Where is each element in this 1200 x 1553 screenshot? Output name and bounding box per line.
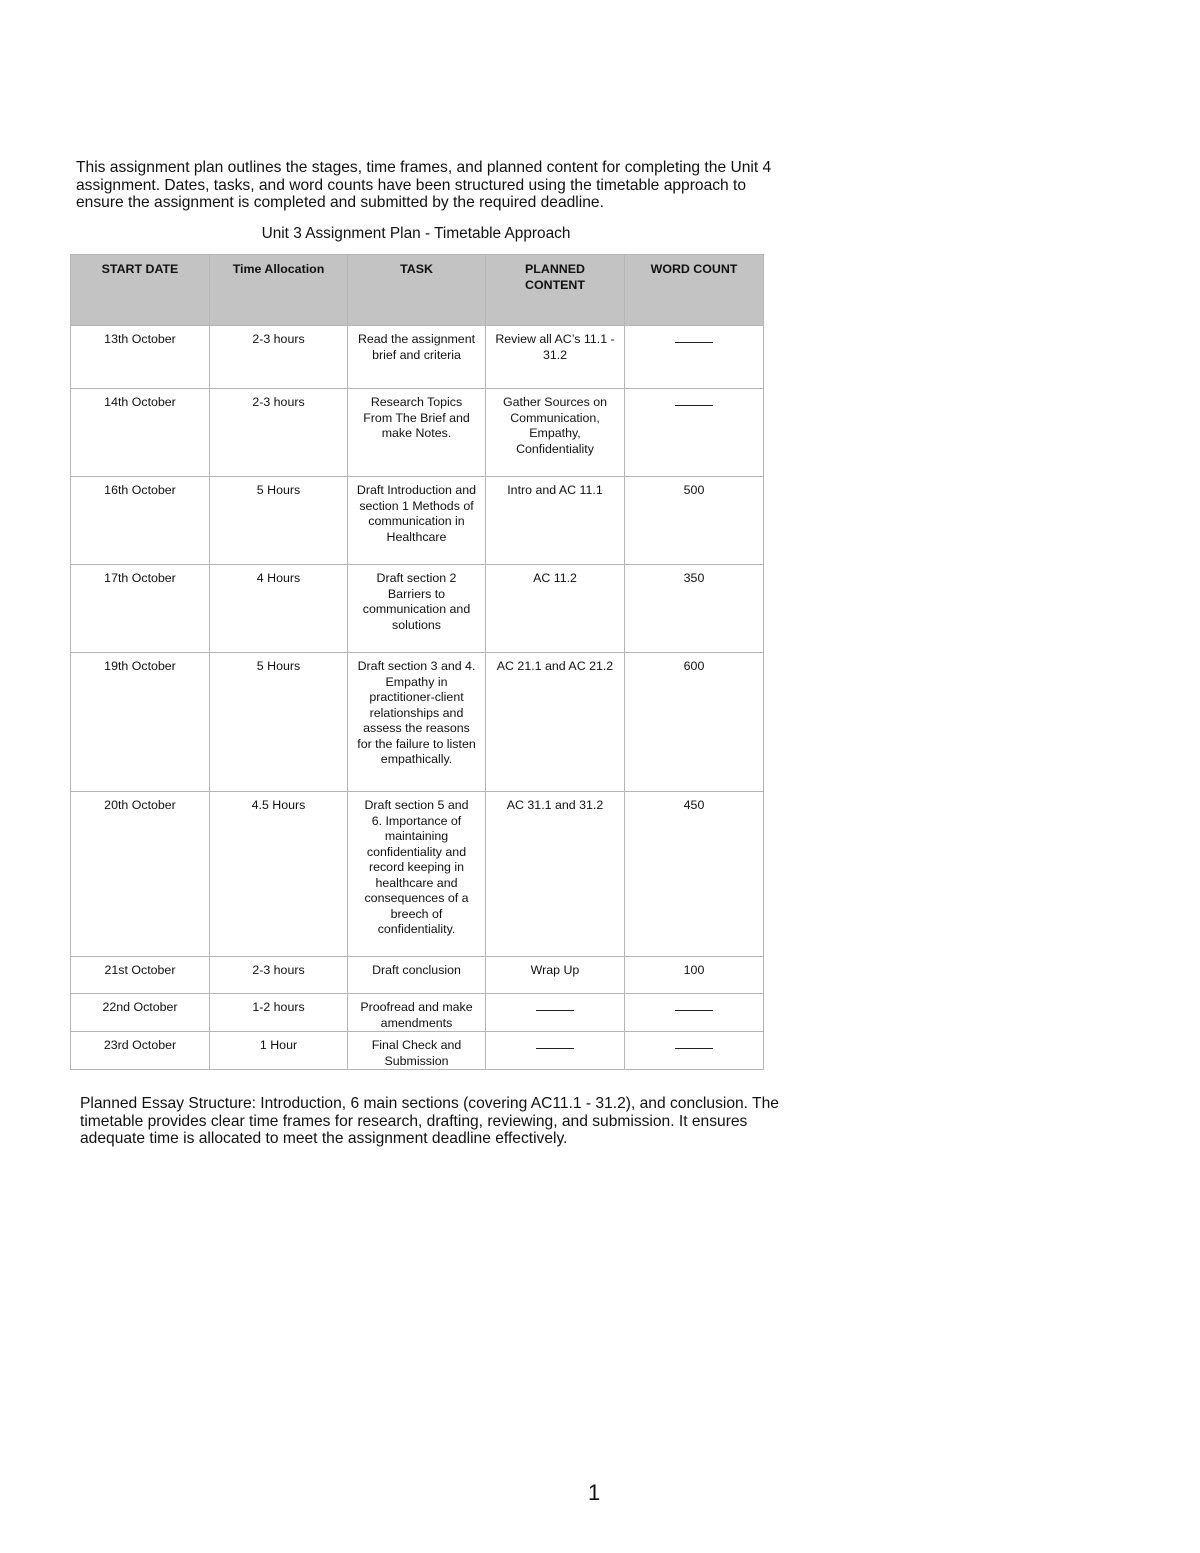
word-count-cell <box>625 957 764 994</box>
time-allocation-cell <box>210 477 348 565</box>
planned-content-text: AC 21.1 and AC 21.2 <box>496 659 614 673</box>
time-allocation-cell <box>210 326 348 389</box>
start-date-text: 19th October <box>104 659 176 673</box>
planned-content-text: Review all AC’s 11.1 - 31.2 <box>495 332 615 362</box>
start-date-cell <box>71 994 210 1032</box>
word-count-text: 600 <box>683 659 705 673</box>
planned-content-cell <box>486 326 625 389</box>
task-cell <box>348 326 486 389</box>
header-planned-content: PLANNED CONTENT <box>486 255 625 326</box>
word-count-cell <box>625 565 764 653</box>
start-date-text: 23rd October <box>103 1038 177 1052</box>
planned-content-cell <box>486 1032 625 1070</box>
word-count-cell <box>625 994 764 1032</box>
start-date-text: 20th October <box>104 798 176 812</box>
time-allocation-text: 5 Hours <box>256 483 301 497</box>
start-date-text: 21st October <box>104 963 176 977</box>
table-row <box>71 389 764 477</box>
word-count-cell <box>625 1032 764 1070</box>
task-text: Read the assignment brief and criteria <box>357 332 476 362</box>
task-text: Research Topics From The Brief and make Notes. <box>363 395 470 440</box>
word-count-cell <box>625 389 764 477</box>
start-date-cell <box>71 653 210 792</box>
task-cell <box>348 957 486 994</box>
blank-line <box>675 1002 713 1011</box>
task-text: Draft section 5 and 6. Importance of maintaining confidentiality and record keeping in healthcare and consequences of a breech of confidentiality. <box>364 798 469 936</box>
start-date-cell <box>71 957 210 994</box>
planned-content-text: AC 31.1 and 31.2 <box>506 798 604 812</box>
planned-content-text: Wrap Up <box>530 963 580 977</box>
word-count-text: 350 <box>683 571 705 585</box>
header-time-allocation: Time Allocation <box>210 255 348 326</box>
planned-content-text: AC 11.2 <box>533 571 577 585</box>
table-row <box>71 957 764 994</box>
page-number: 1 <box>588 1480 601 1505</box>
blank-line <box>675 397 713 406</box>
table-row <box>71 792 764 957</box>
start-date-cell <box>71 792 210 957</box>
table-row <box>71 477 764 565</box>
task-text: Final Check and Submission <box>371 1038 462 1068</box>
word-count-cell <box>625 477 764 565</box>
word-count-cell <box>625 792 764 957</box>
planned-content-cell <box>486 565 625 653</box>
task-text: Draft Introduction and section 1 Methods of communication in Healthcare <box>356 483 477 544</box>
time-allocation-text: 2-3 hours <box>252 963 305 977</box>
word-count-cell <box>625 653 764 792</box>
header-task: TASK <box>348 255 486 326</box>
planned-content-text: Gather Sources on Communication, Empathy, Confidentiality <box>502 395 607 456</box>
start-date-text: 14th October <box>104 395 176 409</box>
time-allocation-text: 5 Hours <box>256 659 301 673</box>
start-date-text: 16th October <box>104 483 176 497</box>
time-allocation-cell <box>210 565 348 653</box>
table-row <box>71 1032 764 1070</box>
table-title: Unit 3 Assignment Plan - Timetable Approach <box>261 225 571 242</box>
table-row <box>71 326 764 389</box>
task-cell <box>348 389 486 477</box>
blank-line <box>536 1040 574 1049</box>
word-count-text: 450 <box>683 798 705 812</box>
table-row <box>71 653 764 792</box>
task-cell <box>348 653 486 792</box>
planned-content-cell <box>486 957 625 994</box>
task-text: Proofread and make amendments <box>360 1000 473 1030</box>
task-text: Draft conclusion <box>372 963 461 977</box>
time-allocation-cell <box>210 792 348 957</box>
blank-line <box>536 1002 574 1011</box>
planned-content-cell <box>486 477 625 565</box>
time-allocation-text: 1-2 hours <box>252 1000 305 1014</box>
task-cell <box>348 792 486 957</box>
task-cell <box>348 994 486 1032</box>
time-allocation-cell <box>210 389 348 477</box>
time-allocation-cell <box>210 994 348 1032</box>
start-date-text: 17th October <box>104 571 176 585</box>
time-allocation-cell <box>210 653 348 792</box>
word-count-text: 500 <box>683 483 705 497</box>
planned-content-cell <box>486 792 625 957</box>
start-date-cell <box>71 389 210 477</box>
essay-structure-paragraph: Planned Essay Structure: Introduction, 6 main sections (covering AC11.1 - 31.2), and conclusion. The timetable provides clear time frames for research, drafting, reviewing, and submission. It ensures adequate time is allocated to meet the assignment deadline effectively. <box>80 1095 779 1147</box>
header-word-count: WORD COUNT <box>625 255 764 326</box>
task-cell <box>348 1032 486 1070</box>
table-body <box>71 326 764 1070</box>
header-start-date: START DATE <box>71 255 210 326</box>
task-cell <box>348 565 486 653</box>
time-allocation-text: 4 Hours <box>256 571 301 585</box>
planned-content-cell <box>486 994 625 1032</box>
time-allocation-cell <box>210 957 348 994</box>
table-row <box>71 994 764 1032</box>
word-count-cell <box>625 326 764 389</box>
assignment-plan-table <box>70 254 764 1070</box>
start-date-cell <box>71 477 210 565</box>
task-text: Draft section 2 Barriers to communication and solutions <box>362 571 471 632</box>
time-allocation-text: 4.5 Hours <box>251 798 306 812</box>
planned-content-cell <box>486 389 625 477</box>
start-date-text: 22nd October <box>102 1000 178 1014</box>
start-date-cell <box>71 1032 210 1070</box>
blank-line <box>675 1040 713 1049</box>
time-allocation-text: 2-3 hours <box>252 395 305 409</box>
table-row <box>71 565 764 653</box>
start-date-cell <box>71 565 210 653</box>
planned-content-text: Intro and AC 11.1 <box>507 483 603 497</box>
task-text: Draft section 3 and 4. Empathy in practitioner-client relationships and assess the reasons for the failure to listen empathically. <box>357 659 476 766</box>
word-count-text: 100 <box>683 963 705 977</box>
start-date-text: 13th October <box>104 332 176 346</box>
blank-line <box>675 334 713 343</box>
time-allocation-text: 2-3 hours <box>252 332 305 346</box>
task-cell <box>348 477 486 565</box>
table-header-row <box>71 255 764 326</box>
intro-paragraph: This assignment plan outlines the stages, time frames, and planned content for completing the Unit 4 assignment. Dates, tasks, and word counts have been structured using the timetable approach to ensure the assignment is completed and submitted by the required deadline. <box>76 159 772 211</box>
planned-content-cell <box>486 653 625 792</box>
time-allocation-cell <box>210 1032 348 1070</box>
start-date-cell <box>71 326 210 389</box>
time-allocation-text: 1 Hour <box>259 1038 298 1052</box>
